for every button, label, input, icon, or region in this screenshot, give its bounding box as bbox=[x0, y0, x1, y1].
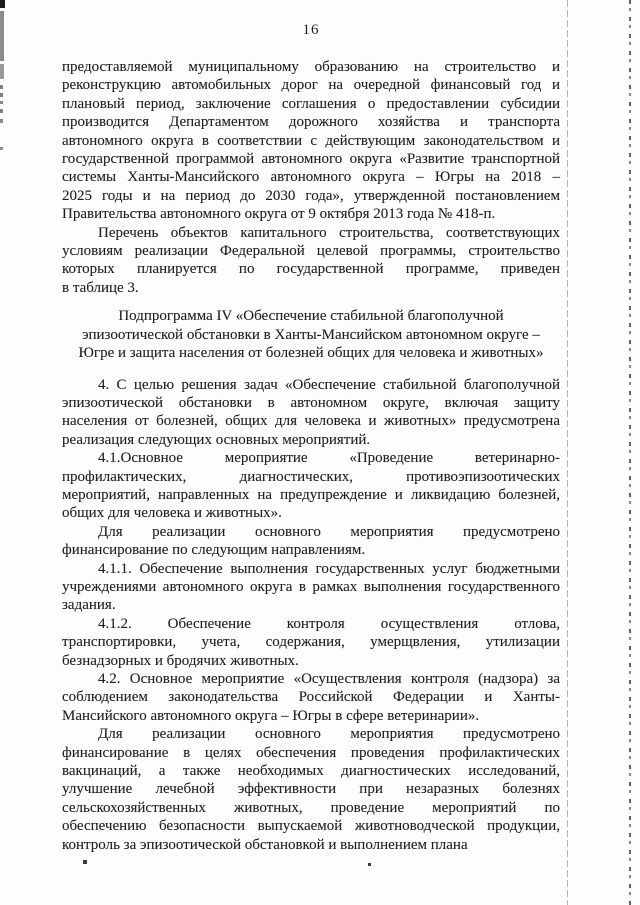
text-line: финансирование по следующим направлениям. bbox=[62, 542, 366, 559]
text-line: сельскохозяйственных животных, проведение мероприятий по bbox=[62, 799, 560, 816]
text-line: 4.1.Основное мероприятие «Проведение ветеринарно- bbox=[98, 450, 560, 467]
text-line: безнадзорных и бродячих животных. bbox=[62, 652, 299, 669]
text-line: Для реализации основного мероприятия предусмотрено bbox=[98, 523, 560, 540]
text-line: улучшение лечебной эффективности при незаразных болезнях bbox=[62, 781, 560, 798]
document-body bbox=[62, 58, 560, 854]
text-line: Подпрограмма IV «Обеспечение стабильной благополучной bbox=[118, 308, 504, 325]
paragraph-subsidy-continuation bbox=[62, 58, 560, 224]
text-line: вакцинаций, а также необходимых диагностических исследований, bbox=[62, 763, 560, 780]
scan-mark bbox=[0, 64, 4, 79]
scan-artifact-dot bbox=[368, 863, 371, 866]
text-line: реконструкцию автомобильных дорог на очередной финансовый год и bbox=[62, 77, 560, 94]
text-line: системы Ханты-Мансийского автономного округа – Югры на 2018 – bbox=[62, 169, 560, 186]
text-line: которых планируется по государственной программе, приведен bbox=[62, 261, 560, 278]
text-line: предоставляемой муниципальному образованию на строительство и bbox=[62, 59, 560, 75]
text-line: финансирование в целях обеспечения проведения профилактических bbox=[62, 744, 560, 761]
text-line: государственной программой автономного округа «Развитие транспортной bbox=[62, 151, 560, 168]
text-line: Югре и защита населения от болезней общих для человека и животных» bbox=[78, 345, 544, 362]
paragraph-4-2-financing bbox=[62, 725, 560, 854]
paragraph-4-goals bbox=[62, 376, 560, 450]
text-line: эпизоотической обстановки в автономном округе, включая защиту bbox=[62, 394, 560, 411]
text-line: общих для человека и животных». bbox=[62, 505, 282, 522]
scan-artifact-fold-line bbox=[567, 0, 568, 905]
page-number: 16 bbox=[302, 22, 320, 38]
scan-mark bbox=[0, 0, 5, 8]
scan-mark bbox=[0, 147, 3, 150]
text-line: 4.2. Основное мероприятие «Осуществления контроля (надзора) за bbox=[98, 671, 560, 687]
paragraph-4-1-2 bbox=[62, 615, 560, 670]
text-line: плановый период, заключение соглашения о предоставлении субсидии bbox=[62, 95, 560, 112]
text-line: задания. bbox=[62, 597, 116, 614]
scan-artifact-dot bbox=[83, 860, 87, 864]
text-line: 4.1.2. Обеспечение контроля осуществления отлова, bbox=[98, 615, 560, 632]
text-line: обеспечению безопасности выпускаемой животноводческой продукции, bbox=[62, 818, 560, 835]
paragraph-4-1-1 bbox=[62, 560, 560, 615]
paragraph-4-1-main-activity bbox=[62, 449, 560, 523]
text-line: профилактических, диагностических, противоэпизоотических bbox=[62, 468, 560, 485]
text-line: контроль за эпизоотической обстановкой и выполнением плана bbox=[62, 836, 468, 853]
scan-mark bbox=[0, 109, 3, 113]
scan-mark bbox=[0, 93, 3, 97]
text-line: Перечень объектов капитального строительства, соответствующих bbox=[98, 224, 560, 241]
text-line: реализация следующих основных мероприятий. bbox=[62, 431, 371, 448]
text-line: Для реализации основного мероприятия предусмотрено bbox=[98, 726, 560, 743]
subprogram-iv-heading bbox=[62, 307, 560, 362]
text-line: производится Департаментом дорожного хозяйства и транспорта bbox=[62, 114, 560, 131]
text-line: в таблице 3. bbox=[62, 279, 139, 296]
text-line: Мансийского автономного округа – Югры в сфере ветеринарии». bbox=[62, 707, 480, 724]
text-line: 2025 годы и на период до 2030 года», утвержденной постановлением bbox=[62, 187, 560, 204]
paragraph-capital-construction-list bbox=[62, 224, 560, 298]
text-line: соблюдением законодательства Российской Федерации и Ханты- bbox=[62, 689, 560, 706]
scan-mark bbox=[0, 101, 3, 104]
text-line: эпизоотической обстановки в Ханты-Мансийском автономном округе – bbox=[82, 326, 540, 343]
paragraph-4-2-main-activity bbox=[62, 670, 560, 725]
text-line: условиям реализации Федеральной целевой программы, строительство bbox=[62, 243, 560, 260]
text-line: автономного округа в соответствии с действующим законодательством и bbox=[62, 132, 560, 149]
scan-artifact-perforation-line bbox=[629, 0, 631, 905]
text-line: 4.1.1. Обеспечение выполнения государственных услуг бюджетными bbox=[98, 560, 560, 577]
text-line: мероприятий, направленных на предупреждение и ликвидацию болезней, bbox=[62, 486, 560, 503]
scan-mark bbox=[0, 11, 4, 61]
text-line: 4. С целью решения задач «Обеспечение стабильной благополучной bbox=[98, 376, 560, 393]
paragraph-4-1-financing bbox=[62, 523, 560, 560]
scan-mark bbox=[0, 119, 3, 123]
text-line: транспортировки, учета, содержания, умерщвления, утилизации bbox=[62, 634, 560, 651]
text-line: учреждениями автономного округа в рамках выполнения государственного bbox=[62, 578, 560, 595]
text-line: населения от болезней, общих для человека и животных» предусмотрена bbox=[62, 413, 560, 430]
text-line: Правительства автономного округа от 9 октября 2013 года № 418-п. bbox=[62, 206, 496, 223]
scan-mark bbox=[0, 85, 3, 89]
